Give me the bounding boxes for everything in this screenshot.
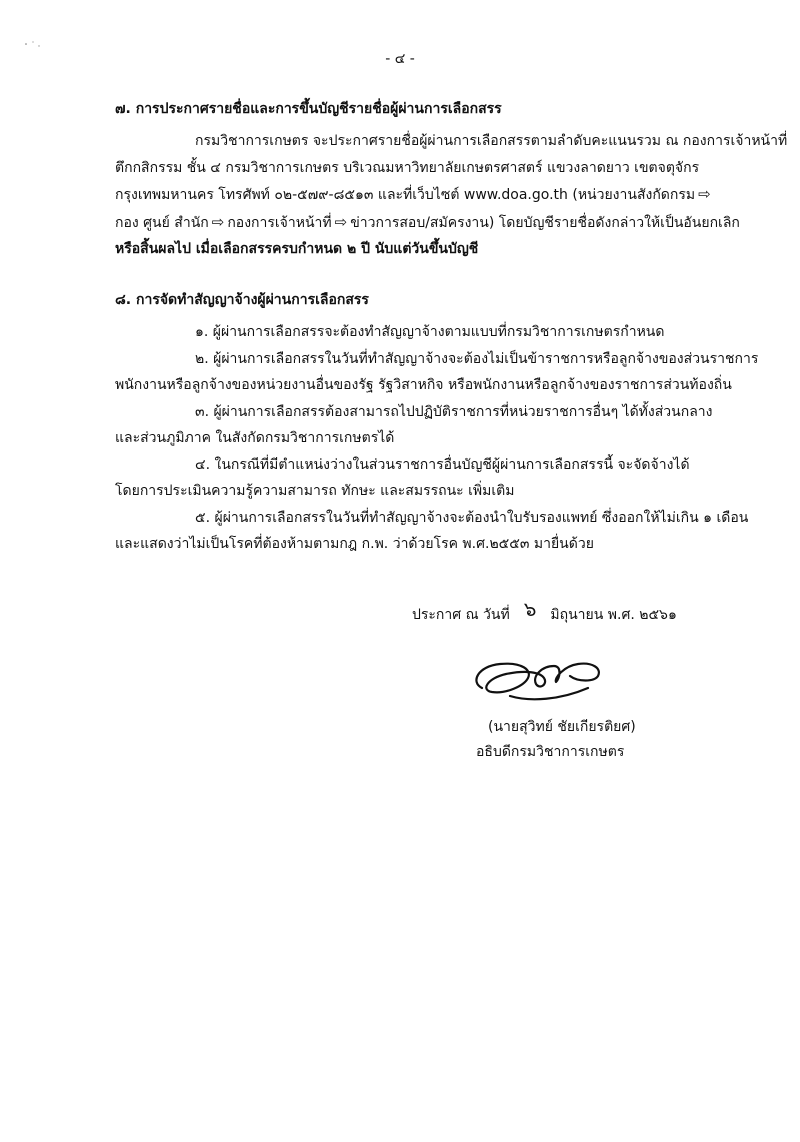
section-8-item-1: ๑. ผู้ผ่านการเลือกสรรจะต้องทำสัญญาจ้างตามแบบที่กรมวิชาการเกษตรกำหนด (195, 324, 665, 340)
section-7-line-5: หรือสิ้นผลไป เมื่อเลือกสรรครบกำหนด ๒ ปี นับแต่วันขึ้นบัญชี (115, 241, 479, 257)
announcement-month-year: มิถุนายน พ.ศ. ๒๕๖๑ (550, 607, 677, 623)
path-segment-news: ข่าวการสอบ/สมัครงาน) โดยบัญชีรายชื่อดังกล่าวให้เป็นอันยกเลิก (350, 214, 740, 231)
section-8 (115, 290, 759, 558)
section-8-item-3-cont: และส่วนภูมิภาค ในสังกัดกรมวิชาการเกษตรได้ (115, 430, 395, 446)
signer-title: อธิบดีกรมวิชาการเกษตร (476, 744, 625, 760)
section-7-body (115, 128, 788, 263)
section-8-item-4: ๔. ในกรณีที่มีตำแหน่งว่างในส่วนราชการอื่นบัญชีผู้ผ่านการเลือกสรรนี้ จะจัดจ้างได้ (195, 456, 690, 473)
arrow-right-outline-icon: ⇨ (698, 185, 711, 203)
section-8-item-5-cont: และแสดงว่าไม่เป็นโรคที่ต้องห้ามตามกฎ ก.พ. ว่าด้วยโรค พ.ศ.๒๕๕๓ มายื่นด้วย (115, 536, 594, 552)
announcement-day-handwritten: ๖ (523, 597, 537, 621)
page-number: - ๔ - (385, 51, 415, 67)
section-8-item-2: ๒. ผู้ผ่านการเลือกสรรในวันที่ทำสัญญาจ้างจะต้องไม่เป็นข้าราชการหรือลูกจ้างของส่วนราชการ (195, 350, 759, 367)
section-7-line-4-wrap (115, 209, 745, 237)
announcement-prefix: ประกาศ ณ วันที่ (412, 607, 510, 623)
section-7-line-2: ตึกกสิกรรม ชั้น ๔ กรมวิชาการเกษตร บริเวณมหาวิทยาลัยเกษตรศาสตร์ แขวงลาดยาว เขตจตุจักร (115, 159, 700, 176)
section-8-body (115, 319, 759, 558)
section-7 (115, 99, 788, 263)
announcement-date (412, 596, 677, 628)
section-8-item-3: ๓. ผู้ผ่านการเลือกสรรต้องสามารถไปปฏิบัติราชการที่หน่วยราชการอื่นๆ ได้ทั้งส่วนกลาง (195, 403, 713, 420)
arrow-right-outline-icon: ⇨ (211, 212, 225, 231)
arrow-right-outline-icon: ⇨ (334, 212, 348, 231)
section-8-item-5: ๕. ผู้ผ่านการเลือกสรรในวันที่ทำสัญญาจ้างจะต้องนำใบรับรองแพทย์ ซึ่งออกให้ไม่เกิน ๑ เดือน (195, 509, 749, 526)
section-7-line-3: กรุงเทพมหานคร โทรศัพท์ ๐๒-๕๗๙-๘๕๑๓ และที่เว็บไซต์ www.doa.go.th (หน่วยงานสังกัดกรม (115, 187, 696, 203)
signer-name: (นายสุวิทย์ ชัยเกียรติยศ) (488, 719, 636, 735)
path-segment-personnel: กองการเจ้าหน้าที่ (227, 214, 332, 231)
section-7-line-1: กรมวิชาการเกษตร จะประกาศรายชื่อผู้ผ่านการเลือกสรรตามลำดับคะแนนรวม ณ กองการเจ้าหน้าที่ (195, 133, 788, 149)
section-8-item-4-cont: โดยการประเมินความรู้ความสามารถ ทักษะ และสมรรถนะ เพิ่มเติม (115, 483, 515, 499)
section-8-item-2-cont: พนักงานหรือลูกจ้างของหน่วยงานอื่นของรัฐ รัฐวิสาหกิจ หรือพนักงานหรือลูกจ้างของราชการส่วนท้องถิ่น (115, 377, 732, 393)
section-8-heading: ๘. การจัดทำสัญญาจ้างผู้ผ่านการเลือกสรร (115, 292, 369, 308)
section-7-line-3-wrap (115, 181, 745, 209)
section-7-heading: ๗. การประกาศรายชื่อและการขึ้นบัญชีรายชื่อผู้ผ่านการเลือกสรร (115, 101, 502, 117)
path-segment-units: กอง ศูนย์ สำนัก (115, 214, 209, 231)
signature-image (470, 648, 620, 708)
